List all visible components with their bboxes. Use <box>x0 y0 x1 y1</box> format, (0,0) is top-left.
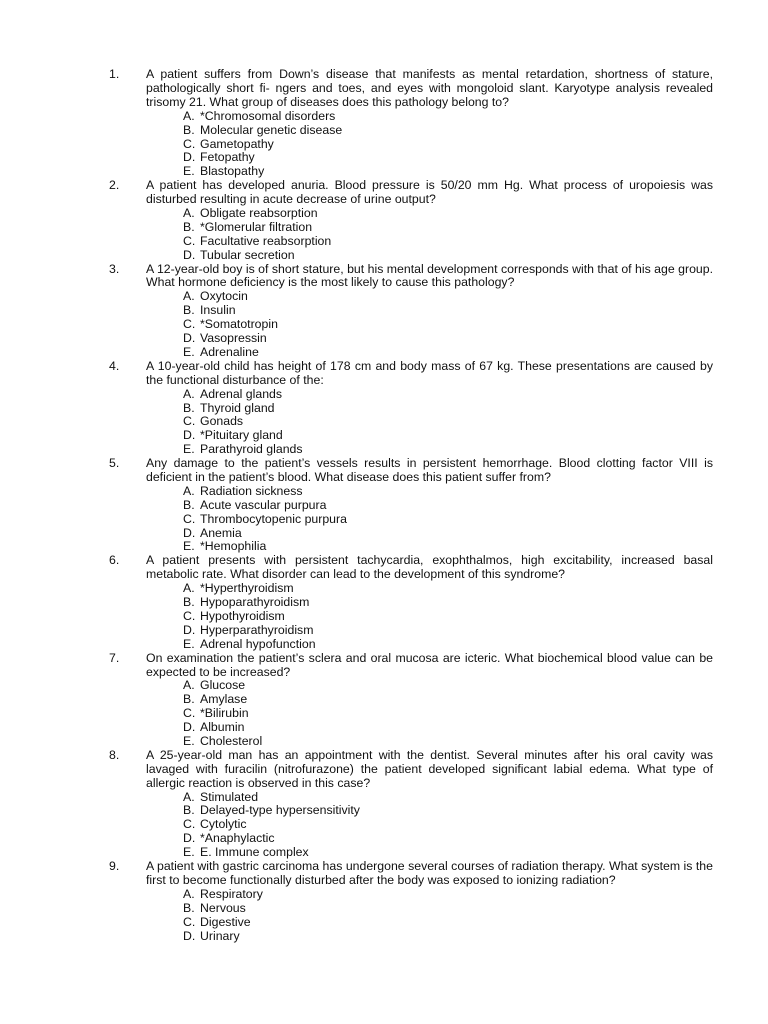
answer-option <box>0 846 768 860</box>
answer-option <box>0 485 768 499</box>
answer-option <box>0 930 768 944</box>
answer-options <box>0 290 768 359</box>
question-number: 5. <box>109 456 120 471</box>
question-number: 8. <box>109 747 120 762</box>
question-text: Any damage to the patient’s vessels results in persistent hemorrhage. Blood clotting factor VIII is deficient in the patient’s blood. What disease does this patient suffer from? <box>146 456 713 484</box>
question-item <box>0 68 768 179</box>
answer-options <box>0 485 768 554</box>
option-text: Amylase <box>200 692 248 707</box>
answer-option <box>0 832 768 846</box>
option-letter: A. <box>183 483 195 498</box>
option-text: *Pituitary gland <box>200 428 283 443</box>
option-letter: C. <box>183 317 196 332</box>
answer-option <box>0 540 768 554</box>
option-letter: E. <box>183 164 195 179</box>
option-letter: C. <box>183 914 196 929</box>
option-text: Oxytocin <box>200 289 248 304</box>
option-text: *Glomerular filtration <box>200 219 313 234</box>
option-letter: E. <box>183 733 195 748</box>
option-letter: B. <box>183 803 195 818</box>
option-text: Adrenal hypofunction <box>200 636 316 651</box>
answer-option <box>0 721 768 735</box>
answer-option <box>0 429 768 443</box>
option-letter: B. <box>183 900 195 915</box>
option-text: *Somatotropin <box>200 317 278 332</box>
option-text: Hyperparathyroidism <box>200 622 314 637</box>
question-item <box>0 263 768 360</box>
option-text: Adrenaline <box>200 344 259 359</box>
question-text: A 10-year-old child has height of 178 cm and body mass of 67 kg. These presentations are caused by the functional disturbance of the: <box>146 358 713 387</box>
answer-option <box>0 110 768 124</box>
option-letter: D. <box>183 720 196 735</box>
answer-option <box>0 499 768 513</box>
option-text: Vasopressin <box>200 331 267 346</box>
answer-option <box>0 888 768 902</box>
answer-option <box>0 151 768 165</box>
question-text: A 25-year-old man has an appointment with the dentist. Several minutes after his oral cavity was lavaged with furacilin (nitrofurazone) the patient developed significant labial edema. What type of allergic reaction is observed in this case? <box>146 747 713 790</box>
question-item <box>0 360 768 457</box>
answer-option <box>0 402 768 416</box>
option-letter: A. <box>183 581 195 596</box>
option-text: Stimulated <box>200 789 259 804</box>
option-text: Hypoparathyroidism <box>200 595 310 610</box>
option-text: Glucose <box>200 678 246 693</box>
option-letter: A. <box>183 108 195 123</box>
question-number: 6. <box>109 553 120 568</box>
answer-option <box>0 624 768 638</box>
option-letter: B. <box>183 303 195 318</box>
question-item <box>0 179 768 262</box>
option-letter: C. <box>183 608 196 623</box>
answer-options <box>0 388 768 457</box>
document-page <box>0 68 768 943</box>
option-text: *Chromosomal disorders <box>200 108 336 123</box>
answer-option <box>0 707 768 721</box>
option-letter: B. <box>183 497 195 512</box>
option-letter: D. <box>183 331 196 346</box>
option-letter: D. <box>183 928 196 943</box>
option-text: Thrombocytopenic purpura <box>200 511 347 526</box>
question-item <box>0 554 768 651</box>
option-letter: C. <box>183 817 196 832</box>
question-item <box>0 749 768 860</box>
option-letter: A. <box>183 678 195 693</box>
option-text: Respiratory <box>200 886 263 901</box>
option-letter: E. <box>183 845 195 860</box>
option-letter: A. <box>183 886 195 901</box>
option-text: Digestive <box>200 914 251 929</box>
answer-option <box>0 443 768 457</box>
option-text: Radiation sickness <box>200 483 303 498</box>
answer-option <box>0 610 768 624</box>
answer-option <box>0 318 768 332</box>
option-text: Acute vascular purpura <box>200 497 327 512</box>
option-letter: C. <box>183 414 196 429</box>
option-letter: B. <box>183 219 195 234</box>
question-text: A patient presents with persistent tachycardia, exophthalmos, high excitability, increased basal metabolic rate. What disorder can lead to the development of this syndrome? <box>146 553 713 582</box>
option-letter: C. <box>183 136 196 151</box>
question-item <box>0 457 768 554</box>
option-text: Anemia <box>200 525 242 540</box>
answer-option <box>0 804 768 818</box>
answer-option <box>0 124 768 138</box>
question-number: 4. <box>109 358 120 373</box>
option-letter: C. <box>183 233 196 248</box>
answer-options <box>0 110 768 179</box>
answer-options <box>0 207 768 263</box>
question-text: A 12-year-old boy is of short stature, but his mental development corresponds with that of his age group. What hormone deficiency is the most likely to cause this pathology? <box>146 261 713 290</box>
answer-option <box>0 902 768 916</box>
option-letter: D. <box>183 428 196 443</box>
option-letter: B. <box>183 122 195 137</box>
answer-options <box>0 679 768 748</box>
answer-option <box>0 290 768 304</box>
option-text: Adrenal glands <box>200 386 283 401</box>
answer-option <box>0 165 768 179</box>
question-text: A patient suffers from Down’s disease that manifests as mental retardation, shortness of stature, pathologically short fi- ngers and toes, and eyes with mongoloid slant. Karyotype analysis revealed trisomy 21. What group of diseases does this pathology belong to? <box>146 67 713 109</box>
option-letter: D. <box>183 150 196 165</box>
option-letter: A. <box>183 205 195 220</box>
option-text: *Hemophilia <box>200 539 267 554</box>
option-text: Gametopathy <box>200 136 274 151</box>
answer-option <box>0 332 768 346</box>
answer-option <box>0 638 768 652</box>
option-letter: A. <box>183 289 195 304</box>
answer-option <box>0 818 768 832</box>
option-letter: D. <box>183 247 196 262</box>
answer-options <box>0 582 768 651</box>
option-letter: C. <box>183 511 196 526</box>
option-text: E. Immune complex <box>200 845 309 860</box>
answer-option <box>0 791 768 805</box>
question-number: 7. <box>109 650 120 665</box>
option-text: Cholesterol <box>200 733 263 748</box>
question-text: A patient has developed anuria. Blood pressure is 50/20 mm Hg. What process of uropoiesis was disturbed resulting in acute decrease of urine output? <box>146 178 713 207</box>
option-letter: A. <box>183 789 195 804</box>
question-item <box>0 860 768 943</box>
option-text: Urinary <box>200 928 240 943</box>
answer-option <box>0 527 768 541</box>
answer-option <box>0 235 768 249</box>
option-text: Blastopathy <box>200 164 265 179</box>
option-text: Delayed-type hypersensitivity <box>200 803 360 818</box>
option-letter: E. <box>183 539 195 554</box>
option-text: Gonads <box>200 414 244 429</box>
answer-option <box>0 415 768 429</box>
answer-option <box>0 735 768 749</box>
option-letter: D. <box>183 831 196 846</box>
question-item <box>0 652 768 749</box>
answer-option <box>0 596 768 610</box>
option-letter: E. <box>183 344 195 359</box>
question-number: 9. <box>109 859 120 874</box>
option-text: Insulin <box>200 303 236 318</box>
option-letter: B. <box>183 692 195 707</box>
answer-option <box>0 346 768 360</box>
answer-options <box>0 791 768 860</box>
option-text: Thyroid gland <box>200 400 275 415</box>
option-letter: B. <box>183 400 195 415</box>
option-text: *Bilirubin <box>200 706 249 721</box>
answer-option <box>0 513 768 527</box>
option-letter: D. <box>183 622 196 637</box>
option-letter: A. <box>183 386 195 401</box>
option-letter: E. <box>183 442 195 457</box>
option-letter: D. <box>183 525 196 540</box>
option-text: *Hyperthyroidism <box>200 581 294 596</box>
question-text: A patient with gastric carcinoma has undergone several courses of radiation therapy. What system is the first to become functionally disturbed after the body was exposed to ionizing radiation? <box>146 859 713 887</box>
option-text: Nervous <box>200 900 246 915</box>
answer-option <box>0 221 768 235</box>
option-text: Cytolytic <box>200 817 247 832</box>
answer-option <box>0 304 768 318</box>
option-text: Fetopathy <box>200 150 255 165</box>
answer-option <box>0 679 768 693</box>
option-letter: C. <box>183 706 196 721</box>
option-text: Hypothyroidism <box>200 608 285 623</box>
answer-option <box>0 207 768 221</box>
option-text: Obligate reabsorption <box>200 205 318 220</box>
answer-option <box>0 916 768 930</box>
option-text: Tubular secretion <box>200 247 295 262</box>
option-letter: E. <box>183 636 195 651</box>
answer-options <box>0 888 768 944</box>
option-text: Parathyroid glands <box>200 442 303 457</box>
option-text: Albumin <box>200 720 245 735</box>
answer-option <box>0 388 768 402</box>
answer-option <box>0 138 768 152</box>
question-number: 3. <box>109 261 120 276</box>
question-number: 2. <box>109 178 120 193</box>
option-text: Facultative reabsorption <box>200 233 332 248</box>
question-number: 1. <box>109 67 120 81</box>
option-text: *Anaphylactic <box>200 831 275 846</box>
question-text: On examination the patient’s sclera and oral mucosa are icteric. What biochemical blood value can be expected to be increased? <box>146 650 713 679</box>
answer-option <box>0 693 768 707</box>
option-text: Molecular genetic disease <box>200 122 343 137</box>
option-letter: B. <box>183 595 195 610</box>
answer-option <box>0 249 768 263</box>
answer-option <box>0 582 768 596</box>
